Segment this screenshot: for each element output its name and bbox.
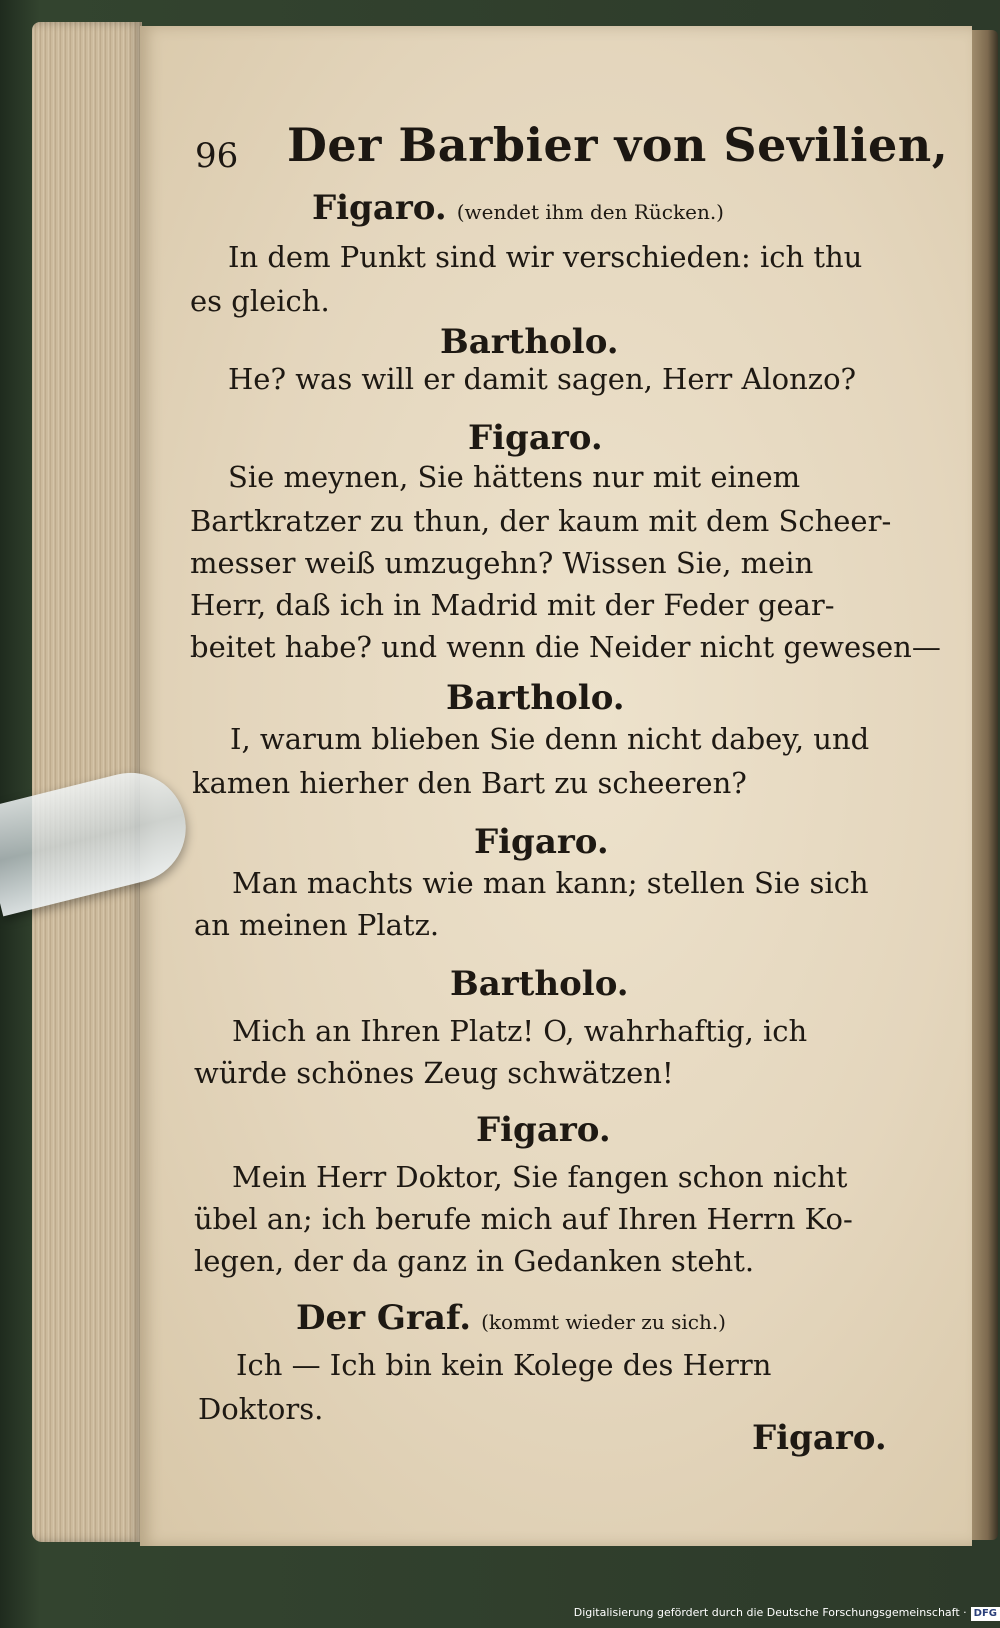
digitization-credit [560,1602,1000,1624]
running-title: Der Barbier von Sevilien, [287,118,949,172]
book-spine-edge [972,30,998,1540]
text-line: kamen hierher den Bart zu scheeren? [192,766,747,800]
text-line: Mein Herr Doktor, Sie fangen schon nicht [232,1160,848,1194]
text-line: In dem Punkt sind wir verschieden: ich thu [228,240,863,274]
stage-direction: (wendet ihm den Rücken.) [456,200,724,224]
text-line: Sie meynen, Sie hättens nur mit einem [228,460,801,494]
text-line: Doktors. [198,1392,324,1426]
text-line: Bartkratzer zu thun, der kaum mit dem Scheer- [190,504,892,538]
text-line: es gleich. [190,284,330,318]
text-line: Mich an Ihren Platz! O, wahrhaftig, ich [232,1014,808,1048]
speaker-name [312,188,724,228]
stage-direction: (kommt wieder zu sich.) [481,1310,726,1334]
page-number: 96 [195,136,239,176]
dfg-logo: DFG [971,1607,1000,1621]
speaker-label: Der Graf. [296,1298,472,1338]
catchword: Figaro. [752,1418,887,1458]
text-line: beitet habe? und wenn die Neider nicht gewesen— [190,630,941,664]
speaker-name: Figaro. [476,1110,611,1150]
text-line: Man machts wie man kann; stellen Sie sich [232,866,869,900]
speaker-name: Figaro. [474,822,609,862]
text-line: I, warum blieben Sie denn nicht dabey, und [230,722,870,756]
credit-text: Digitalisierung gefördert durch die Deutsche Forschungsgemeinschaft · [573,1606,967,1619]
text-line: Ich — Ich bin kein Kolege des Herrn [236,1348,772,1382]
speaker-name: Bartholo. [440,322,619,362]
text-line: übel an; ich berufe mich auf Ihren Herrn Ko- [194,1202,853,1236]
text-line: würde schönes Zeug schwätzen! [194,1056,674,1090]
text-line: He? was will er damit sagen, Herr Alonzo? [228,362,857,396]
speaker-label: Figaro. [312,188,447,228]
speaker-name: Bartholo. [450,964,629,1004]
speaker-name: Figaro. [468,418,603,458]
speaker-name [296,1298,726,1338]
text-line: an meinen Platz. [194,908,440,942]
text-line: Herr, daß ich in Madrid mit der Feder gear- [190,588,835,622]
text-line: messer weiß umzugehn? Wissen Sie, mein [190,546,814,580]
speaker-name: Bartholo. [446,678,625,718]
text-line: legen, der da ganz in Gedanken steht. [194,1244,755,1278]
